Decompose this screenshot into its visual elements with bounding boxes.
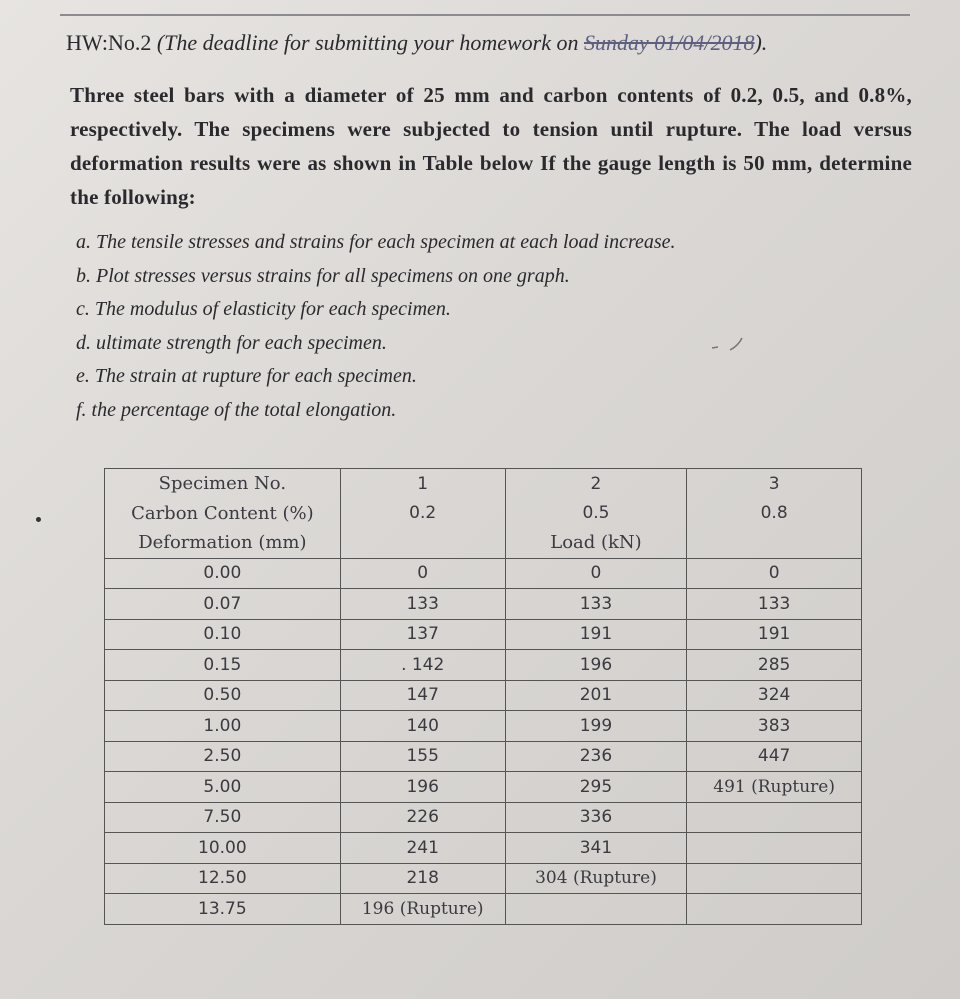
- load-cell-specimen-1: 218: [340, 863, 505, 894]
- problem-statement: Three steel bars with a diameter of 25 mm and carbon contents of 0.2, 0.5, and 0.8%, respectively. The specimens were subjected to tension until rupture. The load versus deformation results were as shown in Table below If the gauge length is 50 mm, determine the following:: [70, 83, 912, 209]
- deformation-cell: 2.50: [105, 741, 341, 772]
- load-cell-specimen-2: 304 (Rupture): [505, 863, 687, 894]
- task-item: b. Plot stresses versus strains for all specimens on one graph.: [76, 264, 570, 287]
- load-cell-specimen-2: 133: [505, 589, 687, 620]
- deformation-cell: 0.15: [105, 650, 341, 681]
- table-row: [105, 863, 862, 894]
- load-cell-specimen-3: 0: [687, 558, 862, 589]
- deformation-cell: 12.50: [105, 863, 341, 894]
- handwritten-date: Sunday 01/04/2018: [583, 30, 755, 55]
- load-cell-specimen-3: 285: [687, 650, 862, 681]
- blank-cell: [340, 528, 505, 558]
- table-row: [105, 619, 862, 650]
- load-cell-specimen-1: 133: [340, 589, 505, 620]
- carbon-3: 0.8: [687, 499, 862, 529]
- load-cell-specimen-1: 137: [340, 619, 505, 650]
- load-cell-specimen-3: 133: [687, 589, 862, 620]
- blank-cell: [687, 528, 862, 558]
- load-cell-specimen-2: [505, 894, 687, 925]
- margin-dot: [36, 517, 41, 522]
- table-header-row: [105, 528, 862, 558]
- load-cell-specimen-1: 147: [340, 680, 505, 711]
- homework-heading: [66, 30, 767, 56]
- table-row: [105, 772, 862, 803]
- load-cell-specimen-2: 341: [505, 833, 687, 864]
- load-cell-specimen-1: 196 (Rupture): [340, 894, 505, 925]
- task-list: [76, 226, 836, 427]
- load-cell-specimen-3: 324: [687, 680, 862, 711]
- carbon-1: 0.2: [340, 499, 505, 529]
- task-item: d. ultimate strength for each specimen.: [76, 331, 387, 354]
- load-cell-specimen-1: 140: [340, 711, 505, 742]
- load-cell-specimen-2: 236: [505, 741, 687, 772]
- load-cell-specimen-2: 336: [505, 802, 687, 833]
- table-header-row: [105, 499, 862, 529]
- table-row: [105, 558, 862, 589]
- load-cell-specimen-3: [687, 863, 862, 894]
- load-cell-specimen-1: 196: [340, 772, 505, 803]
- load-label: Load (kN): [505, 528, 687, 558]
- deformation-cell: 10.00: [105, 833, 341, 864]
- load-cell-specimen-3: [687, 833, 862, 864]
- load-cell-specimen-3: 383: [687, 711, 862, 742]
- load-cell-specimen-1: 241: [340, 833, 505, 864]
- specimen-1: 1: [340, 469, 505, 499]
- load-cell-specimen-2: 196: [505, 650, 687, 681]
- deadline-close: ).: [754, 30, 768, 55]
- deformation-cell: 5.00: [105, 772, 341, 803]
- load-cell-specimen-1: 155: [340, 741, 505, 772]
- table-row: [105, 894, 862, 925]
- load-cell-specimen-2: 0: [505, 558, 687, 589]
- task-item: c. The modulus of elasticity for each specimen.: [76, 298, 451, 320]
- deformation-cell: 7.50: [105, 802, 341, 833]
- deformation-cell: 0.07: [105, 589, 341, 620]
- load-deformation-table: [104, 468, 862, 925]
- task-item: f. the percentage of the total elongation.: [76, 398, 397, 421]
- task-item: e. The strain at rupture for each specimen.: [76, 365, 417, 387]
- specimen-2: 2: [505, 469, 687, 499]
- table-row: [105, 741, 862, 772]
- deformation-cell: 0.00: [105, 558, 341, 589]
- load-cell-specimen-3: 191: [687, 619, 862, 650]
- load-cell-specimen-2: 191: [505, 619, 687, 650]
- load-cell-specimen-1: 0: [340, 558, 505, 589]
- carbon-label: Carbon Content (%): [105, 499, 341, 529]
- specimen-label: Specimen No.: [105, 469, 341, 499]
- table-row: [105, 650, 862, 681]
- load-cell-specimen-3: 491 (Rupture): [687, 772, 862, 803]
- deformation-cell: 13.75: [105, 894, 341, 925]
- load-cell-specimen-1: 226: [340, 802, 505, 833]
- table-row: [105, 680, 862, 711]
- deformation-cell: 0.10: [105, 619, 341, 650]
- load-cell-specimen-2: 199: [505, 711, 687, 742]
- table-header-row: [105, 469, 862, 499]
- table-row: [105, 589, 862, 620]
- task-item: a. The tensile stresses and strains for each specimen at each load increase.: [76, 231, 676, 253]
- deformation-cell: 0.50: [105, 680, 341, 711]
- table-row: [105, 802, 862, 833]
- top-rule: [60, 14, 910, 16]
- table-row: [105, 711, 862, 742]
- table-row: [105, 833, 862, 864]
- carbon-2: 0.5: [505, 499, 687, 529]
- deformation-cell: 1.00: [105, 711, 341, 742]
- deformation-label: Deformation (mm): [105, 528, 341, 558]
- load-cell-specimen-3: [687, 802, 862, 833]
- load-cell-specimen-1: . 142: [340, 650, 505, 681]
- load-cell-specimen-3: 447: [687, 741, 862, 772]
- load-cell-specimen-2: 295: [505, 772, 687, 803]
- load-cell-specimen-3: [687, 894, 862, 925]
- deadline-note: (The deadline for submitting your homework on: [156, 30, 579, 55]
- specimen-3: 3: [687, 469, 862, 499]
- load-cell-specimen-2: 201: [505, 680, 687, 711]
- table-body: [105, 558, 862, 924]
- pencil-mark: [710, 336, 750, 361]
- homework-number: HW:No.2: [66, 30, 152, 55]
